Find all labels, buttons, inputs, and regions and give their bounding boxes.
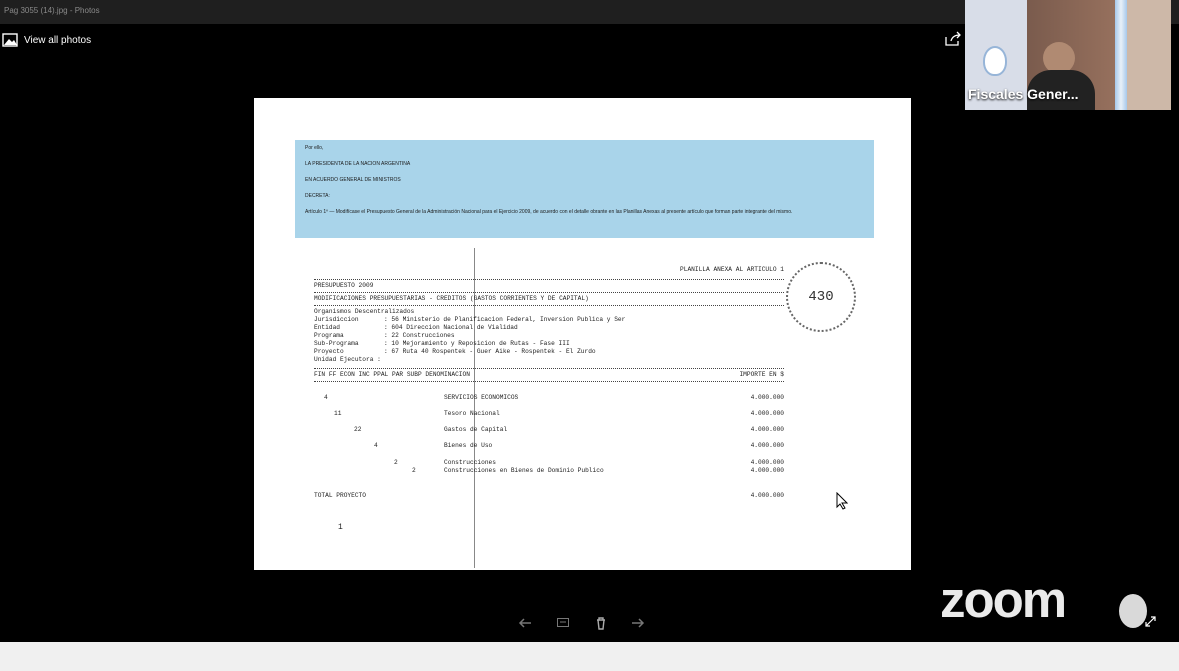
column-headers: FIN FF ECON INC PPAL PAR SUBP DENOMINACION [314, 371, 470, 378]
mouse-cursor-icon [836, 492, 848, 510]
decree-line-3: EN ACUERDO GENERAL DE MINISTROS [305, 177, 401, 183]
entidad-value: : 604 Direccion Nacional de Vialidad [384, 324, 518, 331]
table-row: 4 Bienes de Uso 4.000.000 [374, 442, 784, 449]
organization-type: Organismos Descentralizados [314, 308, 415, 315]
participant-name: Fiscales Gener... [968, 86, 1079, 102]
programa-value: : 22 Construcciones [384, 332, 455, 339]
jurisdiccion-value: : 56 Ministerio de Planificacion Federal, Inversion Publica y Ser [384, 316, 626, 323]
national-seal-icon [983, 46, 1007, 76]
scanned-document-image [254, 98, 911, 570]
bottom-strip [0, 642, 1179, 671]
decree-box [295, 140, 874, 238]
arrow-left-icon[interactable] [518, 616, 532, 630]
decree-line-4: DECRETA: [305, 193, 330, 199]
subprograma-label: Sub-Programa [314, 340, 359, 347]
annex-title: PLANILLA ANEXA AL ARTICULO 1 [680, 266, 784, 273]
viewer-navigation [518, 614, 652, 632]
table-row: 22 Gastos de Capital 4.000.000 [354, 426, 784, 433]
table-row: 4 SERVICIOS ECONOMICOS 4.000.000 [324, 394, 784, 401]
decree-line-2: LA PRESIDENTA DE LA NACION ARGENTINA [305, 161, 411, 167]
decree-article: Artículo 1º — Modifícase el Presupuesto General de la Administración Nacional para el Ejercicio 2009, de acuerdo con el detalle obrante en las Planillas Anexas al presente artículo que forman parte integrante del mismo. [305, 209, 793, 215]
trash-icon[interactable] [594, 616, 608, 630]
total-row: TOTAL PROYECTO 4.000.000 [314, 492, 784, 499]
budget-year: PRESUPUESTO 2009 [314, 282, 374, 289]
table-row: 2 Construcciones 4.000.000 [394, 459, 784, 466]
video-thumbnail[interactable] [965, 0, 1171, 110]
slideshow-icon[interactable] [556, 616, 570, 630]
organization-seal-icon [1119, 594, 1147, 628]
table-row: 2 Construcciones en Bienes de Dominio Publico 4.000.000 [412, 467, 784, 474]
jurisdiccion-label: Jurisdiccion [314, 316, 359, 323]
view-all-photos-button[interactable] [0, 30, 91, 50]
subprograma-value: : 10 Mejoramiento y Reposicion de Rutas - Fase III [384, 340, 570, 347]
window-title: Pag 3055 (14).jpg - Photos [4, 6, 100, 15]
page-number: 1 [338, 523, 343, 532]
page-stamp: 430 [786, 262, 856, 332]
zoom-logo: zoom [940, 571, 1066, 628]
table-row: 11 Tesoro Nacional 4.000.000 [334, 410, 784, 417]
annex-table [314, 266, 784, 532]
share-icon[interactable] [944, 31, 962, 47]
gallery-icon [2, 33, 18, 47]
view-all-photos-label: View all photos [24, 34, 92, 46]
decree-line-1: Por ello, [305, 145, 324, 151]
amount-header: IMPORTE EN $ [739, 371, 784, 378]
expand-icon[interactable] [1145, 616, 1156, 627]
modifications-title: MODIFICACIONES PRESUPUESTARIAS - CREDITOS (GASTOS CORRIENTES Y DE CAPITAL) [314, 295, 589, 302]
proyecto-label: Proyecto [314, 348, 344, 355]
unidad-ejecutora: Unidad Ejecutora : [314, 356, 381, 363]
programa-label: Programa [314, 332, 344, 339]
argentina-flag-icon [1115, 0, 1127, 110]
entidad-label: Entidad [314, 324, 340, 331]
arrow-right-icon[interactable] [631, 616, 645, 630]
proyecto-value: : 67 Ruta 40 Rospentek - Guer Aike - Rospentek - El Zurdo [384, 348, 596, 355]
